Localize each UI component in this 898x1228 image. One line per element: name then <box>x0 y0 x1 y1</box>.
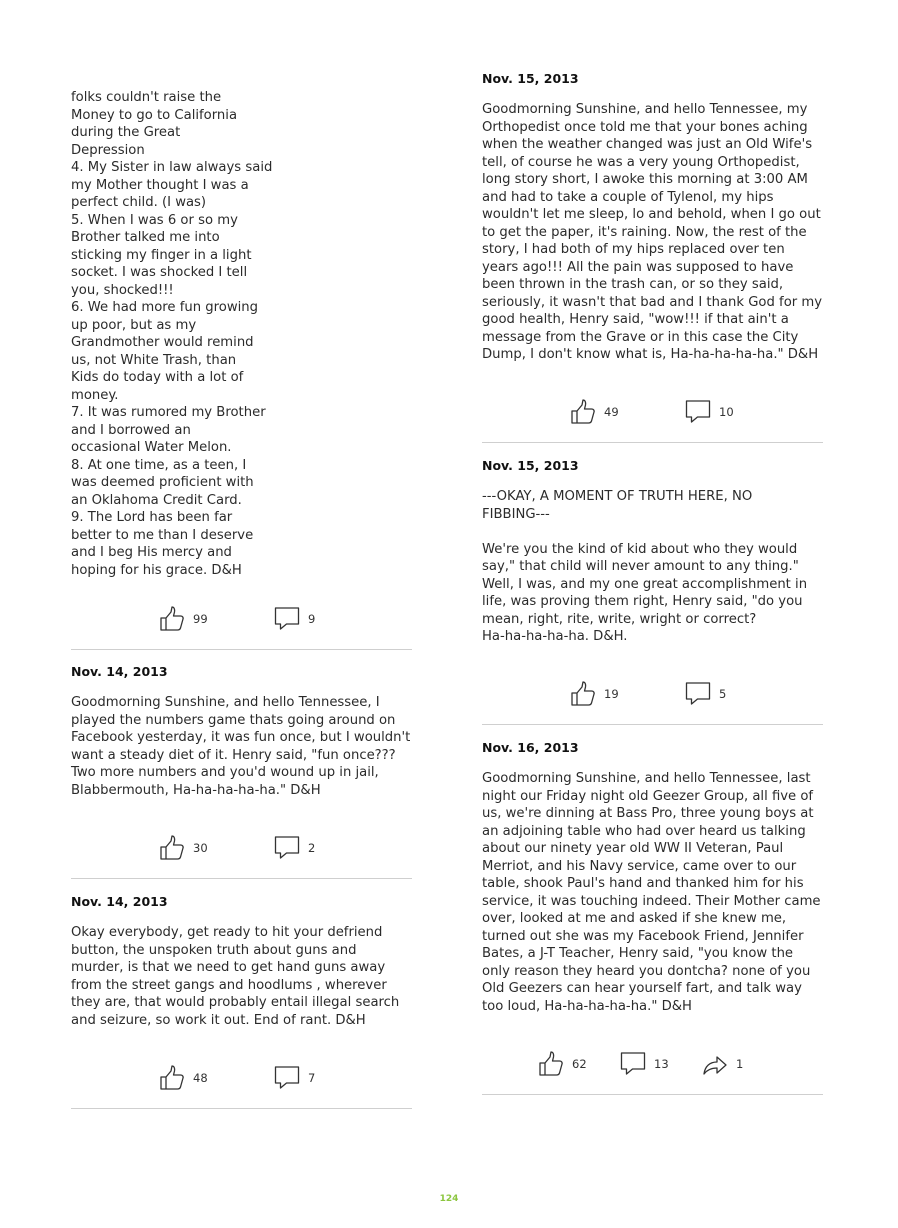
post-text: Goodmorning Sunshine, and hello Tennessee, I played the numbers game thats going around on Facebook yesterday, it was fun once, but I wouldn't want a steady diet of it. Henry said, "fun once??? Two more numbers and you'd wound up in jail, Blabbermouth, Ha-ha-ha-ha-ha." D&H <box>71 695 411 798</box>
post-divider <box>71 649 412 650</box>
thumbs-up-icon <box>538 1051 564 1077</box>
comment-count: 9 <box>308 612 316 626</box>
comment-count: 5 <box>719 687 727 701</box>
post-text: folks couldn't raise the Money to go to California during the Great Depression 4. My Sister in law always said my Mother thought I was a perfect child. (I was) 5. When I was 6 or so my Brother talked me into sticking my finger in a light socket. I was shocked I tell you, shocked!!! 6. We had more fun growing up poor, but as my Grandmother would remind us, not White Trash, than Kids do today with a lot of money. 7. It was rumored my Brother and I borrowed an occasional Water Melon. 8. At one time, as a teen, I was deemed proficient with an Oklahoma Credit Card. 9. The Lord has been far better to me than I deserve and I beg His mercy and hoping for his grace. D&H <box>71 90 273 578</box>
post-text: Goodmorning Sunshine, and hello Tennessee, last night our Friday night old Geezer Group, all five of us, we're dinning at Bass Pro, three young boys at an adjoining table who had over heard us talking about our ninety year old WW II Veteran, Paul Merriot, and his Navy service, came over to our table, shook Paul's hand and thanked him for his service, it was touching indeed. Their Mother came over, looked at me and asked if she knew me, turned out she was my Facebook Friend, Jennifer Bates, a J-T Teacher, Henry said, "you know the only reason they heard you dontcha? none of you Old Geezers can hear yourself fart, and talk way too loud, Ha-ha-ha-ha-ha." D&H <box>482 771 821 1014</box>
post-body <box>482 101 822 364</box>
share-button[interactable] <box>702 1049 743 1079</box>
like-button[interactable] <box>538 1049 587 1079</box>
comment-bubble-icon <box>620 1051 646 1077</box>
share-arrow-icon <box>702 1051 728 1077</box>
like-button[interactable] <box>570 397 619 427</box>
post-date: Nov. 15, 2013 <box>482 71 579 86</box>
post-divider <box>482 724 823 725</box>
post-date: Nov. 16, 2013 <box>482 740 579 755</box>
post-header <box>482 71 579 86</box>
comment-button[interactable] <box>685 397 734 427</box>
comment-count: 2 <box>308 841 316 855</box>
reactions-bar <box>482 1049 823 1079</box>
thumbs-up-icon <box>159 1065 185 1091</box>
comment-count: 13 <box>654 1057 669 1071</box>
post-header <box>482 740 579 755</box>
comment-count: 10 <box>719 405 734 419</box>
comment-button[interactable] <box>274 1063 315 1093</box>
comment-count: 7 <box>308 1071 316 1085</box>
like-button[interactable] <box>159 833 208 863</box>
reactions-bar <box>71 1063 412 1093</box>
post-divider <box>482 442 823 443</box>
thumbs-up-icon <box>570 681 596 707</box>
reactions-bar <box>71 833 412 863</box>
post-date: Nov. 14, 2013 <box>71 664 168 679</box>
post-text: ---OKAY, A MOMENT OF TRUTH HERE, NO FIBBING--- We're you the kind of kid about who they would say," that child will never amount to any thing." Well, I was, and my one great accomplishment in life, was proving them right, Henry said, "do you mean, right, rite, write, wright or correct? Ha-ha-ha-ha-ha. D&H. <box>482 489 808 644</box>
reactions-bar <box>482 679 823 709</box>
comment-bubble-icon <box>685 681 711 707</box>
comment-button[interactable] <box>274 604 315 634</box>
like-button[interactable] <box>570 679 619 709</box>
post-divider <box>71 878 412 879</box>
comment-button[interactable] <box>620 1049 669 1079</box>
post-header <box>71 664 168 679</box>
like-count: 62 <box>572 1057 587 1071</box>
post-body <box>482 770 821 1015</box>
post-divider <box>482 1094 823 1095</box>
comment-button[interactable] <box>274 833 315 863</box>
post-date: Nov. 14, 2013 <box>71 894 168 909</box>
like-count: 48 <box>193 1071 208 1085</box>
comment-bubble-icon <box>274 1065 300 1091</box>
post-continuation <box>71 89 272 579</box>
thumbs-up-icon <box>570 399 596 425</box>
comment-button[interactable] <box>685 679 726 709</box>
post-text: Okay everybody, get ready to hit your defriend button, the unspoken truth about guns and murder, is that we need to get hand guns away from the street gangs and hoodlums , wherever they are, that would probably entail illegal search and seizure, so work it out. End of rant. D&H <box>71 925 400 1028</box>
comment-bubble-icon <box>274 606 300 632</box>
post-text: Goodmorning Sunshine, and hello Tennessee, my Orthopedist once told me that your bones aching when the weather changed was just an Old Wife's tell, of course he was a very young Orthopedist, long story short, I awoke this morning at 3:00 AM and had to take a couple of Tylenol, my hips wouldn't let me sleep, lo and behold, when I go out to get the paper, it's raining. Now, the rest of the story, I had both of my hips replaced over ten years ago!!! All the pain was supposed to have been thrown in the trash can, or so they said, seriously, it wasn't that bad and I thank God for my good health, Henry said, "wow!!! if that ain't a message from the Grave or in this case the City Dump, I don't know what is, Ha-ha-ha-ha-ha." D&H <box>482 102 823 362</box>
post-body <box>482 488 807 646</box>
like-button[interactable] <box>159 604 208 634</box>
post-header <box>71 894 168 909</box>
like-count: 99 <box>193 612 208 626</box>
thumbs-up-icon <box>159 606 185 632</box>
post-divider <box>71 1108 412 1109</box>
reactions-bar <box>71 604 412 634</box>
like-count: 19 <box>604 687 619 701</box>
like-count: 49 <box>604 405 619 419</box>
post-body <box>71 924 399 1029</box>
post-body <box>71 694 410 799</box>
reactions-bar <box>482 397 823 427</box>
like-count: 30 <box>193 841 208 855</box>
post-header <box>482 458 579 473</box>
post-date: Nov. 15, 2013 <box>482 458 579 473</box>
thumbs-up-icon <box>159 835 185 861</box>
comment-bubble-icon <box>685 399 711 425</box>
comment-bubble-icon <box>274 835 300 861</box>
like-button[interactable] <box>159 1063 208 1093</box>
share-count: 1 <box>736 1057 744 1071</box>
page-number: 124 <box>439 1194 459 1204</box>
